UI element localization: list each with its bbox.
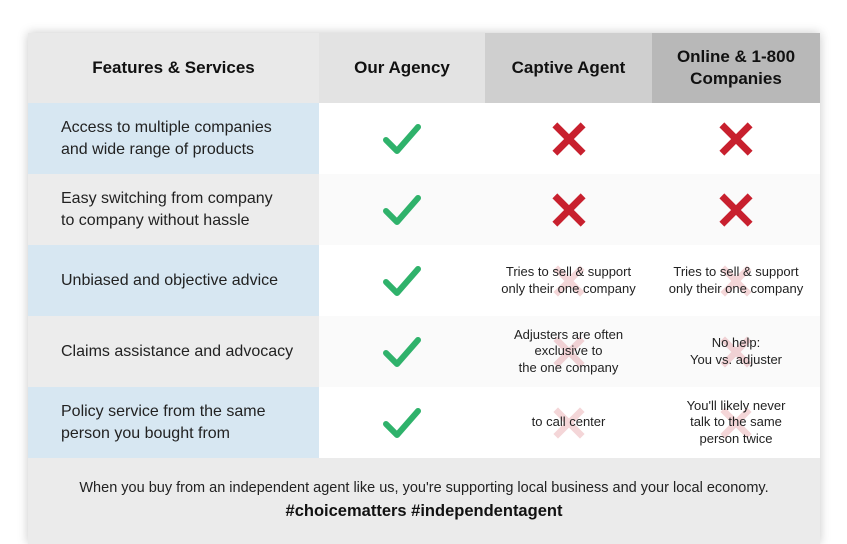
captive-agent-cell xyxy=(485,103,652,174)
table-row xyxy=(28,245,820,316)
online-companies-cell xyxy=(652,387,820,458)
online-companies-cell xyxy=(652,174,820,245)
cell-note: Adjusters are often exclusive to the one company xyxy=(513,326,624,375)
cross-icon xyxy=(719,122,753,156)
feature-label: Access to multiple companies and wide range of products xyxy=(28,103,319,174)
check-icon xyxy=(383,265,421,297)
feature-label: Policy service from the same person you bought from xyxy=(28,387,319,458)
cell-note: to call center xyxy=(531,414,606,430)
feature-label: Claims assistance and advocacy xyxy=(28,316,319,387)
table-row xyxy=(28,316,820,387)
cross-icon xyxy=(719,193,753,227)
header-online-companies: Online & 1-800 Companies xyxy=(652,33,820,103)
check-icon xyxy=(383,123,421,155)
footer xyxy=(28,458,820,544)
cross-icon xyxy=(552,122,586,156)
captive-agent-cell xyxy=(485,387,652,458)
our-agency-cell xyxy=(319,103,485,174)
comparison-card xyxy=(28,33,820,544)
table-row xyxy=(28,174,820,245)
feature-label: Easy switching from company to company without hassle xyxy=(28,174,319,245)
our-agency-cell xyxy=(319,316,485,387)
our-agency-cell xyxy=(319,245,485,316)
check-icon xyxy=(383,194,421,226)
cell-note: Tries to sell & support only their one company xyxy=(668,264,804,296)
footer-hashtags: #choicematters #independentagent xyxy=(285,502,563,520)
footer-message: When you buy from an independent agent like us, you're supporting local business and your local economy. xyxy=(79,480,769,496)
captive-agent-cell xyxy=(485,245,652,316)
header-our-agency: Our Agency xyxy=(319,33,485,103)
check-icon xyxy=(383,407,421,439)
table-row xyxy=(28,387,820,458)
cell-note: Tries to sell & support only their one company xyxy=(501,264,636,296)
header-features: Features & Services xyxy=(28,33,319,103)
cell-note: You'll likely never talk to the same person twice xyxy=(686,397,786,446)
online-companies-cell xyxy=(652,103,820,174)
table-row xyxy=(28,103,820,174)
header-captive-agent: Captive Agent xyxy=(485,33,652,103)
captive-agent-cell xyxy=(485,316,652,387)
online-companies-cell xyxy=(652,245,820,316)
cross-icon xyxy=(552,193,586,227)
our-agency-cell xyxy=(319,387,485,458)
online-companies-cell xyxy=(652,316,820,387)
our-agency-cell xyxy=(319,174,485,245)
cell-note: No help: You vs. adjuster xyxy=(689,335,783,367)
feature-label: Unbiased and objective advice xyxy=(28,245,319,316)
captive-agent-cell xyxy=(485,174,652,245)
check-icon xyxy=(383,336,421,368)
